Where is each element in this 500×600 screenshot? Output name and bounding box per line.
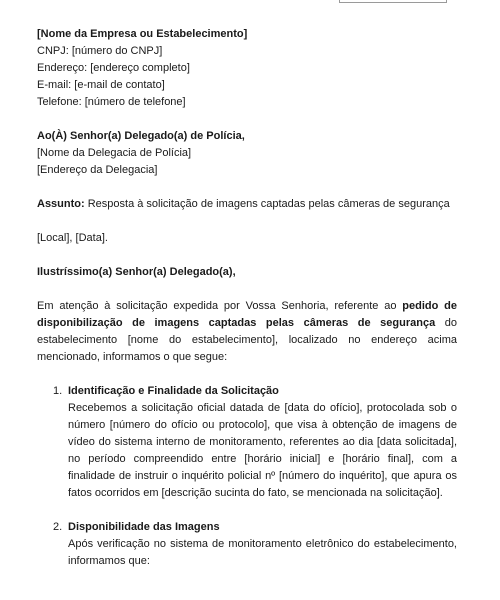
recipient-title: Ao(À) Senhor(a) Delegado(a) de Polícia,	[37, 130, 245, 142]
sender-block	[37, 26, 457, 111]
letter-document	[37, 26, 457, 570]
salutation: Ilustríssimo(a) Senhor(a) Delegado(a),	[37, 266, 236, 278]
item-text: Recebemos a solicitação oficial datada de [data do ofício], protocolada sob o número [número do ofício ou protocolo], que visa à obtenção de imagens de vídeo do sistema interno de monitoramento, referentes ao dia [data solicitada], no período compreendido entre [horário inicial] e [horário final], com a finalidade de instruir o inquérito policial nº [número do inquérito], que apura os fatos ocorridos em [descrição sucinta do fato, se mencionada na solicitação].	[68, 402, 457, 499]
recipient-address: [Endereço da Delegacia]	[37, 164, 158, 176]
recipient-office: [Nome da Delegacia de Polícia]	[37, 147, 192, 159]
sender-email: E-mail: [e-mail de contato]	[37, 79, 165, 91]
intro-text-end: do estabelecimento [nome do estabelecimento], localizado no endereço acima mencionado, informamos o que segue:	[37, 317, 457, 363]
top-page-frame	[339, 0, 447, 3]
subject-line	[37, 196, 457, 213]
list-item	[53, 383, 457, 502]
subject-text: Resposta à solicitação de imagens captadas pelas câmeras de segurança	[84, 198, 450, 210]
recipient-block	[37, 128, 457, 179]
item-text: Após verificação no sistema de monitoramento eletrônico do estabelecimento, informamos que:	[68, 538, 457, 567]
intro-bold-request: pedido de disponibilização de imagens captadas pelas câmeras de segurança	[37, 300, 457, 329]
intro-text-start: Em atenção à solicitação expedida por Vossa Senhoria, referente ao	[37, 300, 403, 312]
subject-label: Assunto:	[37, 198, 85, 210]
sender-name: [Nome da Empresa ou Estabelecimento]	[37, 28, 248, 40]
intro-paragraph	[37, 298, 457, 366]
place-date: [Local], [Data].	[37, 232, 108, 244]
item-number: 1.	[53, 385, 63, 397]
sender-phone: Telefone: [número de telefone]	[37, 96, 186, 108]
item-title: Identificação e Finalidade da Solicitação	[68, 385, 279, 397]
sender-cnpj: CNPJ: [número do CNPJ]	[37, 45, 163, 57]
item-title: Disponibilidade das Imagens	[68, 521, 220, 533]
item-number: 2.	[53, 521, 63, 533]
sender-address: Endereço: [endereço completo]	[37, 62, 190, 74]
list-item	[53, 519, 457, 570]
